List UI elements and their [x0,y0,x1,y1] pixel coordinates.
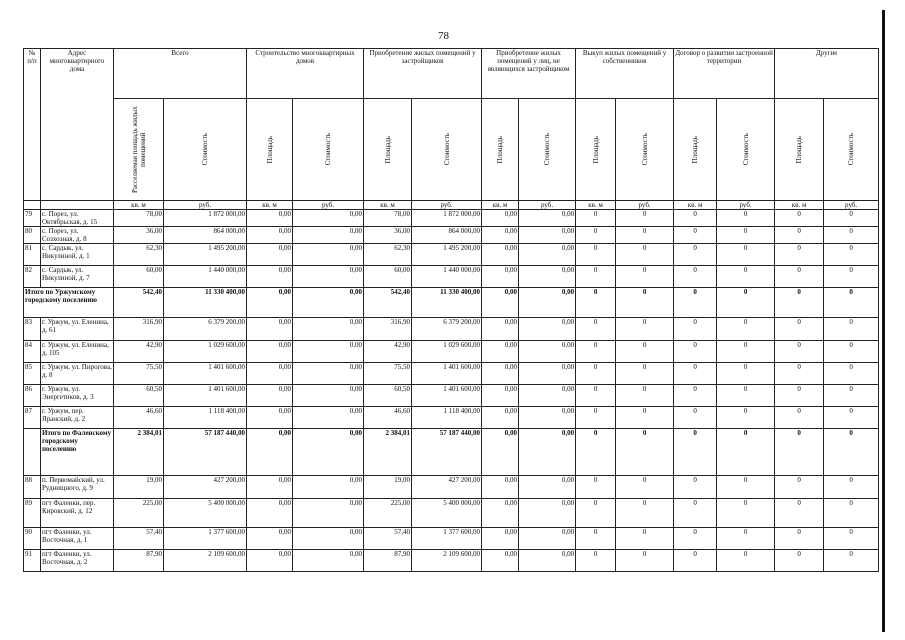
unit-cost: руб. [824,201,879,210]
area-cell: 75,50 [364,363,412,385]
total-row [24,288,879,318]
address-cell: с. Сардык, ул. Никулиной, д. 1 [41,244,114,266]
cost-cell: 0,00 [519,429,576,476]
area-cell: 60,00 [364,266,412,288]
cost-cell: 0 [616,210,674,227]
area-cell: 0 [775,288,824,318]
cost-cell: 0,00 [519,363,576,385]
area-cell: 0 [775,266,824,288]
cost-cell: 864 000,00 [412,227,482,244]
cost-cell: 0 [616,288,674,318]
cost-cell: 0,00 [519,407,576,429]
cost-cell: 0,00 [293,244,364,266]
address-cell: пгт Фаленки, ул. Восточная, д. 2 [41,550,114,572]
address-cell: г. Уржум, ул. Еленина, д. 105 [41,341,114,363]
area-cell: 0,00 [482,476,519,499]
cost-cell: 1 872 000,00 [412,210,482,227]
area-cell: 36,00 [364,227,412,244]
area-cell: 542,40 [114,288,164,318]
unit-area: кв. м [482,201,519,210]
area-cell: 0,00 [247,244,293,266]
cost-cell: 0,00 [293,288,364,318]
unit-cost: руб. [616,201,674,210]
units-row [24,201,879,210]
area-cell: 0 [674,407,717,429]
cost-cell: 0 [824,288,879,318]
area-cell: 0 [674,499,717,528]
cost-cell: 0,00 [293,341,364,363]
subheader-cost: Стоимость [412,99,482,201]
area-cell: 0 [674,244,717,266]
row-number: 89 [24,499,41,528]
cost-cell: 2 109 600,00 [412,550,482,572]
table-row [24,318,879,341]
area-cell: 316,90 [114,318,164,341]
unit-area: кв. м [114,201,164,210]
address-cell: с. Порез, ул. Созхозная, д. 8 [41,227,114,244]
unit-cost: руб. [519,201,576,210]
cost-cell: 6 379 200,00 [412,318,482,341]
area-cell: 0 [674,288,717,318]
area-cell: 0,00 [247,550,293,572]
unit-area: кв. м [364,201,412,210]
area-cell: 60,50 [364,385,412,407]
unit-cost: руб. [412,201,482,210]
area-cell: 0,00 [247,363,293,385]
row-number: 91 [24,550,41,572]
cost-cell: 11 330 400,00 [412,288,482,318]
cost-cell: 1 401 600,00 [412,385,482,407]
cost-cell: 0 [616,476,674,499]
cost-cell: 427 200,00 [412,476,482,499]
subheader-cost: Стоимость [616,99,674,201]
cost-cell: 11 330 400,00 [164,288,247,318]
area-cell: 0,00 [247,266,293,288]
subheader-cost: Стоимость [293,99,364,201]
cost-cell: 0 [824,341,879,363]
cost-cell: 0,00 [519,476,576,499]
cost-cell: 0,00 [293,499,364,528]
cost-cell: 1 440 000,00 [412,266,482,288]
row-number: 90 [24,528,41,550]
subheader-cost: Стоимость [164,99,247,201]
cost-cell: 0,00 [293,407,364,429]
cost-cell: 0 [824,476,879,499]
row-number: 84 [24,341,41,363]
table-row [24,476,879,499]
area-cell: 62,30 [114,244,164,266]
cost-cell: 0 [824,266,879,288]
area-cell: 42,90 [364,341,412,363]
area-cell: 0 [576,210,616,227]
cost-cell: 0 [717,227,775,244]
area-cell: 46,60 [114,407,164,429]
area-cell: 0,00 [482,318,519,341]
unit-area: кв. м [247,201,293,210]
cost-cell: 0,00 [519,244,576,266]
area-cell: 0,00 [247,429,293,476]
area-cell: 0,00 [482,385,519,407]
area-cell: 87,90 [364,550,412,572]
cost-cell: 0 [717,550,775,572]
row-number: 80 [24,227,41,244]
cost-cell: 1 029 600,00 [164,341,247,363]
cost-cell: 1 401 600,00 [412,363,482,385]
area-cell: 19,00 [114,476,164,499]
area-cell: 57,40 [364,528,412,550]
unit-cell [41,201,114,210]
area-cell: 0,00 [247,318,293,341]
cost-cell: 0 [616,266,674,288]
area-cell: 0 [674,227,717,244]
cost-cell: 0 [824,550,879,572]
area-cell: 0,00 [247,227,293,244]
cost-cell: 1 118 400,00 [412,407,482,429]
header-num: № п/п [24,49,41,201]
area-cell: 19,00 [364,476,412,499]
cost-cell: 0 [717,318,775,341]
cost-cell: 0 [824,318,879,341]
cost-cell: 0 [616,341,674,363]
cost-cell: 0,00 [293,429,364,476]
cost-cell: 6 379 200,00 [164,318,247,341]
area-cell: 46,60 [364,407,412,429]
cost-cell: 0,00 [519,341,576,363]
area-cell: 0 [576,528,616,550]
area-cell: 0,00 [482,266,519,288]
area-cell: 0 [576,407,616,429]
area-cell: 0,00 [482,429,519,476]
cost-cell: 1 377 600,00 [164,528,247,550]
subheader-area: Площадь [576,99,616,201]
cost-cell: 0,00 [293,550,364,572]
page-number: 78 [438,30,449,42]
cost-cell: 0 [824,407,879,429]
area-cell: 0,00 [482,341,519,363]
area-cell: 78,00 [364,210,412,227]
area-cell: 0 [775,407,824,429]
area-cell: 0,00 [482,288,519,318]
area-cell: 0 [775,363,824,385]
group-other: Другие [775,49,879,99]
area-cell: 0 [576,266,616,288]
cost-cell: 0 [616,318,674,341]
area-cell: 36,00 [114,227,164,244]
cost-cell: 57 187 440,00 [412,429,482,476]
resettlement-table [23,48,879,572]
total-label: Итого по Уржумскому городскому поселению [24,288,114,318]
cost-cell: 0 [824,210,879,227]
cost-cell: 0 [616,407,674,429]
subheader-cost: Стоимость [519,99,576,201]
cost-cell: 1 495 200,00 [164,244,247,266]
cost-cell: 0,00 [293,528,364,550]
area-cell: 0,00 [482,550,519,572]
cost-cell: 1 401 600,00 [164,385,247,407]
area-cell: 87,90 [114,550,164,572]
area-cell: 75,50 [114,363,164,385]
area-cell: 0 [775,341,824,363]
cost-cell: 0 [616,550,674,572]
row-number: 85 [24,363,41,385]
cost-cell: 0 [616,385,674,407]
cost-cell: 0 [717,407,775,429]
unit-area: кв. м [576,201,616,210]
cost-cell: 5 400 000,00 [412,499,482,528]
cost-cell: 0,00 [293,227,364,244]
area-cell: 0 [576,288,616,318]
group-developer-purchase: Приобретение жилых помещений у застройщиков [364,49,482,99]
subheader-area: Площадь [674,99,717,201]
cost-cell: 0 [824,244,879,266]
area-cell: 0,00 [482,528,519,550]
cost-cell: 0,00 [519,288,576,318]
area-cell: 0,00 [247,210,293,227]
area-cell: 0,00 [482,227,519,244]
page-edge-rule [882,10,885,632]
table-row [24,528,879,550]
address-cell: г. Уржум, ул. Еленина, д. 61 [41,318,114,341]
area-cell: 0 [674,341,717,363]
cost-cell: 0 [717,210,775,227]
group-buyout: Выкуп жилых помещений у собственников [576,49,674,99]
area-cell: 0,00 [482,363,519,385]
unit-cost: руб. [717,201,775,210]
row-number [24,429,41,476]
table-row [24,363,879,385]
area-cell: 0 [576,429,616,476]
table-row [24,266,879,288]
address-cell: г. Уржум, пер. Яранский, д. 2 [41,407,114,429]
area-cell: 0 [576,499,616,528]
area-cell: 0,00 [482,244,519,266]
area-cell: 0 [674,550,717,572]
unit-cost: руб. [164,201,247,210]
cost-cell: 0 [616,227,674,244]
row-number: 83 [24,318,41,341]
area-cell: 0,00 [247,407,293,429]
area-cell: 0,00 [247,341,293,363]
unit-cell [24,201,41,210]
area-cell: 0,00 [482,407,519,429]
area-cell: 0 [674,476,717,499]
cost-cell: 5 400 000,00 [164,499,247,528]
cost-cell: 1 118 400,00 [164,407,247,429]
address-cell: пгт Фаленки, пер. Кировский, д. 12 [41,499,114,528]
cost-cell: 0 [824,429,879,476]
address-cell: с. Порез, ул. Октябрьская, д. 15 [41,210,114,227]
area-cell: 0 [775,385,824,407]
subheader-area: Площадь [247,99,293,201]
area-cell: 0 [576,476,616,499]
cost-cell: 0,00 [519,385,576,407]
area-cell: 0 [674,210,717,227]
cost-cell: 1 872 000,00 [164,210,247,227]
area-cell: 0 [775,528,824,550]
area-cell: 2 384,01 [114,429,164,476]
subheader-area: Площадь [364,99,412,201]
group-construction: Строительство многоквартирных домов [247,49,364,99]
cost-cell: 0,00 [293,266,364,288]
table-row [24,244,879,266]
table-row [24,385,879,407]
cost-cell: 0,00 [293,210,364,227]
header-address: Адрес многоквартирного дома [41,49,114,201]
address-cell: п. Первомайский, ул. Руднищного, д. 9 [41,476,114,499]
cost-cell: 0,00 [519,528,576,550]
table-row [24,227,879,244]
area-cell: 0,00 [482,210,519,227]
cost-cell: 0 [824,528,879,550]
cost-cell: 0 [717,499,775,528]
area-cell: 0 [576,363,616,385]
area-cell: 62,30 [364,244,412,266]
address-cell: г. Уржум, ул. Пирогова, д. 8 [41,363,114,385]
cost-cell: 0 [717,266,775,288]
area-cell: 0 [775,429,824,476]
area-cell: 0,00 [247,288,293,318]
area-cell: 60,50 [114,385,164,407]
address-cell: пгт Фаленки, ул. Восточная, д. 1 [41,528,114,550]
area-cell: 0 [576,227,616,244]
cost-cell: 57 187 440,00 [164,429,247,476]
area-cell: 0 [775,476,824,499]
cost-cell: 0 [717,429,775,476]
row-number: 81 [24,244,41,266]
unit-area: кв. м [775,201,824,210]
table-body [24,210,879,572]
row-number: 86 [24,385,41,407]
group-non-developer-purchase: Приобретение жилых помещений у лиц, не являющихся застройщиком [482,49,576,99]
area-cell: 0 [674,363,717,385]
subheader-cost: Стоимость [717,99,775,201]
cost-cell: 0,00 [519,499,576,528]
total-label: Итого по Фаленскому городскому поселению [41,429,114,476]
cost-cell: 0 [616,244,674,266]
cost-cell: 0 [717,385,775,407]
cost-cell: 427 200,00 [164,476,247,499]
area-cell: 0 [576,318,616,341]
area-cell: 42,90 [114,341,164,363]
area-cell: 0 [576,244,616,266]
cost-cell: 0 [717,363,775,385]
area-cell: 0 [674,528,717,550]
area-cell: 0 [674,385,717,407]
area-cell: 316,90 [364,318,412,341]
cost-cell: 0,00 [519,266,576,288]
cost-cell: 0 [824,385,879,407]
cost-cell: 1 495 200,00 [412,244,482,266]
cost-cell: 0,00 [519,318,576,341]
area-cell: 225,00 [114,499,164,528]
area-cell: 0 [576,341,616,363]
cost-cell: 0,00 [293,318,364,341]
table-row [24,210,879,227]
cost-cell: 1 029 600,00 [412,341,482,363]
area-cell: 0,00 [482,499,519,528]
cost-cell: 0 [824,227,879,244]
area-cell: 542,40 [364,288,412,318]
table-row [24,499,879,528]
cost-cell: 0 [717,341,775,363]
subheader-area: Площадь [482,99,519,201]
group-development-contract: Договор о развитии застроенной территории [674,49,775,99]
area-cell: 225,00 [364,499,412,528]
cost-cell: 0,00 [293,385,364,407]
cost-cell: 0 [616,429,674,476]
area-cell: 0 [674,266,717,288]
area-cell: 0 [775,318,824,341]
area-cell: 0,00 [247,476,293,499]
area-cell: 0 [775,499,824,528]
area-cell: 0 [674,429,717,476]
cost-cell: 0 [616,499,674,528]
cost-cell: 1 440 000,00 [164,266,247,288]
group-total: Всего [114,49,247,99]
cost-cell: 0 [717,244,775,266]
total-row [24,429,879,476]
area-cell: 0 [576,550,616,572]
area-cell: 0,00 [247,499,293,528]
area-cell: 0 [775,227,824,244]
unit-cost: руб. [293,201,364,210]
cost-cell: 0,00 [293,363,364,385]
cost-cell: 864 000,00 [164,227,247,244]
unit-area: кв. м [674,201,717,210]
area-cell: 78,00 [114,210,164,227]
area-cell: 0 [775,244,824,266]
row-number: 79 [24,210,41,227]
table-row [24,550,879,572]
subheader-resettled-area: Расселяемая площадь жилых помещений [114,99,164,201]
subheader-area: Площадь [775,99,824,201]
area-cell: 0 [775,550,824,572]
cost-cell: 2 109 600,00 [164,550,247,572]
address-cell: г. Уржум, ул. Энергетиков, д. 3 [41,385,114,407]
area-cell: 57,40 [114,528,164,550]
cost-cell: 0,00 [519,550,576,572]
cost-cell: 0 [616,363,674,385]
cost-cell: 0 [824,499,879,528]
address-cell: с. Сардык, ул. Никулиной, д. 7 [41,266,114,288]
cost-cell: 0 [616,528,674,550]
cost-cell: 1 401 600,00 [164,363,247,385]
area-cell: 0 [674,318,717,341]
cost-cell: 1 377 600,00 [412,528,482,550]
row-number: 87 [24,407,41,429]
table-row [24,341,879,363]
cost-cell: 0,00 [519,227,576,244]
area-cell: 0 [576,385,616,407]
cost-cell: 0,00 [519,210,576,227]
area-cell: 60,00 [114,266,164,288]
area-cell: 2 384,01 [364,429,412,476]
row-number: 82 [24,266,41,288]
area-cell: 0,00 [247,385,293,407]
row-number: 88 [24,476,41,499]
cost-cell: 0 [717,288,775,318]
cost-cell: 0 [824,363,879,385]
subheader-cost: Стоимость [824,99,879,201]
cost-cell: 0 [717,528,775,550]
cost-cell: 0,00 [293,476,364,499]
table-row [24,407,879,429]
cost-cell: 0 [717,476,775,499]
area-cell: 0,00 [247,528,293,550]
area-cell: 0 [775,210,824,227]
